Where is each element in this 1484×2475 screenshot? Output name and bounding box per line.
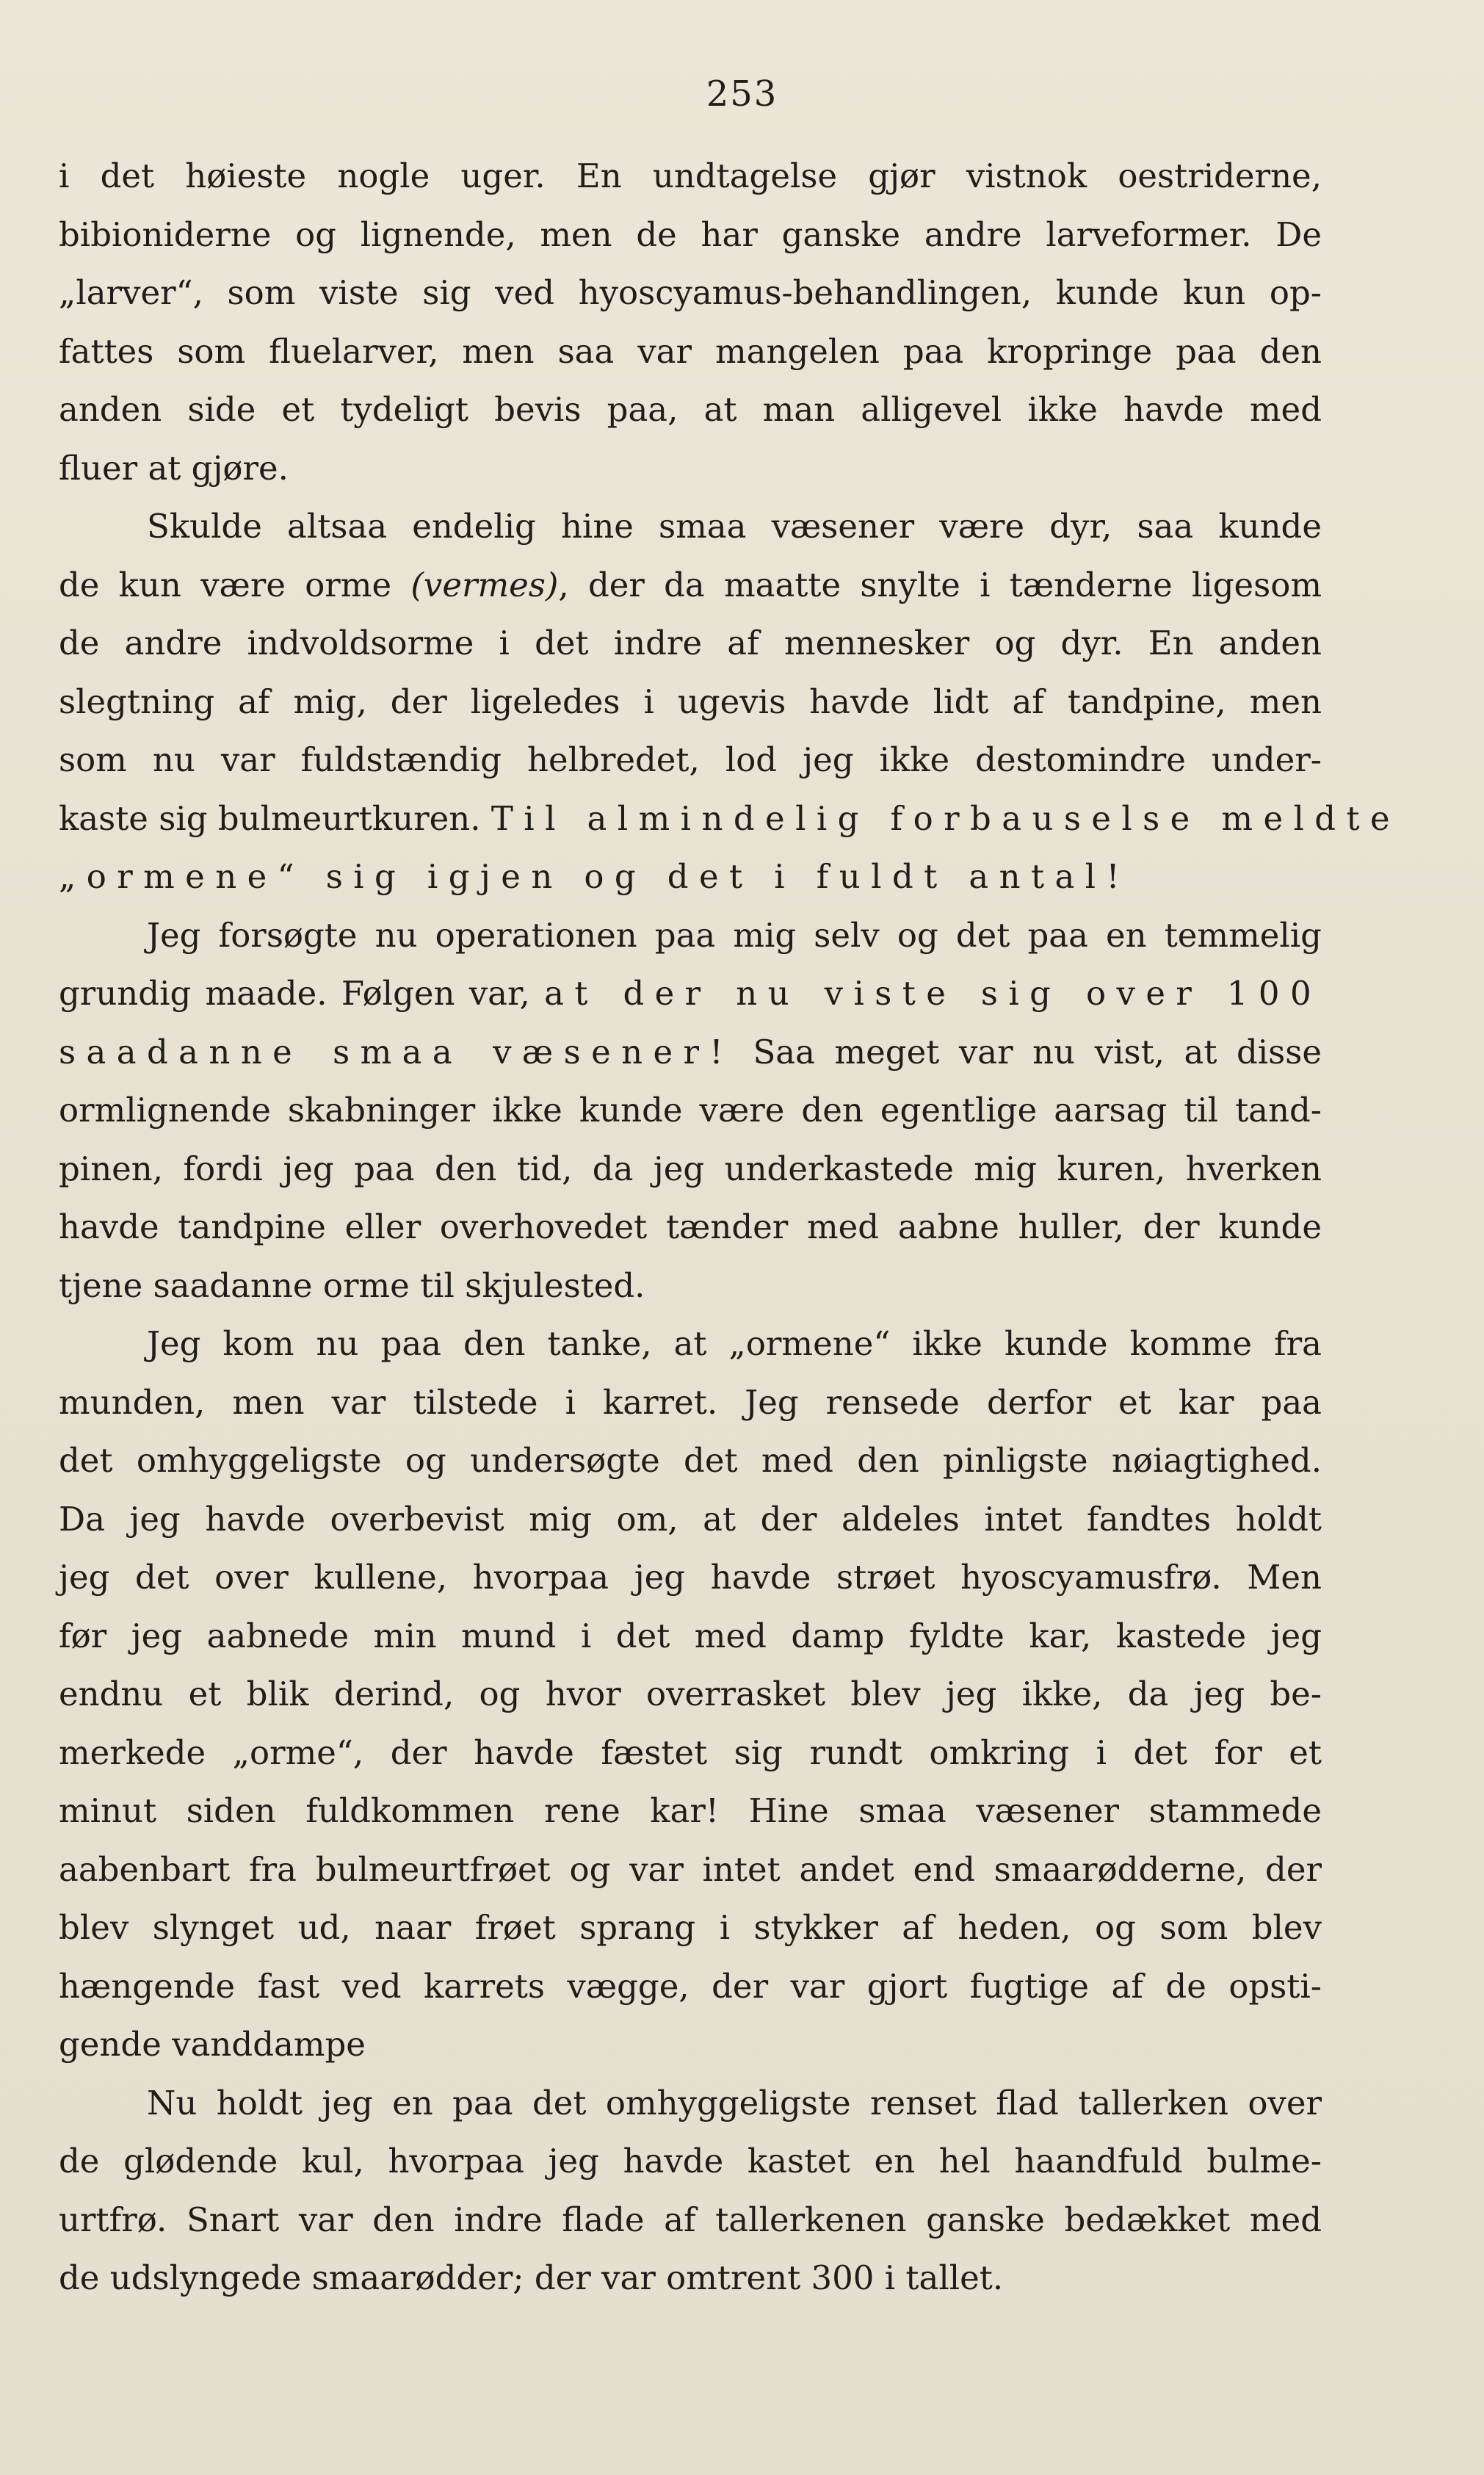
text-line: bibioniderne og lignende, men de har ganske andre larveformer. De xyxy=(59,214,1322,254)
italic-term: (vermes) xyxy=(410,565,559,604)
text-line xyxy=(59,790,1400,848)
text-line: hængende fast ved karrets vægge, der var gjort fugtige af de opsti- xyxy=(59,1966,1322,2006)
text-line: de glødende kul, hvorpaa jeg havde kastet en hel haandfuld bulme- xyxy=(59,2142,1322,2180)
text-line: urtfrø. Snart var den indre flade af tallerkenen ganske bedækket med xyxy=(59,2200,1322,2239)
text-line: fattes som fluelarver, men saa var mangelen paa kropringe paa den xyxy=(59,331,1322,371)
text-segment: grundig maade. Følgen var, xyxy=(59,974,545,1013)
text-line: ormlignende skabninger ikke kunde være den egentlige aarsag til tand- xyxy=(59,1091,1322,1130)
text-line: jeg det over kullene, hvorpaa jeg havde strøet hyoscyamusfrø. Men xyxy=(59,1558,1322,1597)
text-segment: Saa meget var nu vist, at disse xyxy=(733,1032,1322,1072)
text-line: blev slynget ud, naar frøet sprang i stykker af heden, og som blev xyxy=(59,1908,1322,1947)
emphasized-text: at der nu viste sig over 100 xyxy=(544,974,1322,1013)
text-line xyxy=(59,1023,1322,1082)
body-text xyxy=(59,147,1400,2308)
text-line: pinen, fordi jeg paa den tid, da jeg underkastede mig kuren, hverken xyxy=(59,1149,1322,1188)
text-line: de udslyngede smaarødder; der var omtrent 300 i tallet. xyxy=(59,2258,1004,2297)
text-line xyxy=(59,848,1322,906)
text-line: minut siden fuldkommen rene kar! Hine smaa væsener stammede xyxy=(59,1791,1322,1830)
text-line: munden, men var tilstede i karret. Jeg rensede derfor et kar paa xyxy=(59,1382,1322,1422)
text-line: Skulde altsaa endelig hine smaa væsener være dyr, saa kunde xyxy=(147,507,1322,546)
text-segment: kaste sig bulmeurtkuren. xyxy=(59,798,491,838)
emphasized-text: Til almindelig forbauselse meldte xyxy=(491,798,1400,838)
emphasized-text: saadanne smaa væsener! xyxy=(59,1032,734,1072)
text-line: anden side et tydeligt bevis paa, at man alligevel ikke havde med xyxy=(59,390,1322,429)
text-line: de andre indvoldsorme i det indre af mennesker og dyr. En anden xyxy=(59,624,1322,662)
emphasized-text: „ormene“ sig igjen og det i fuldt antal! xyxy=(59,857,1130,896)
text-line: Jeg kom nu paa den tanke, at „ormene“ ikke kunde komme fra xyxy=(147,1324,1322,1363)
text-line: tjene saadanne orme til skjulested. xyxy=(59,1265,645,1305)
text-segment: de kun være orme xyxy=(59,565,411,604)
text-line: Da jeg havde overbevist mig om, at der aldeles intet fandtes holdt xyxy=(59,1499,1322,1539)
text-line: det omhyggeligste og undersøgte det med den pinligste nøiagtighed. xyxy=(59,1441,1322,1480)
text-line: slegtning af mig, der ligeledes i ugevis havde lidt af tandpine, men xyxy=(59,682,1322,721)
text-line: som nu var fuldstændig helbredet, lod jeg ikke destomindre under- xyxy=(59,740,1322,779)
text-line: endnu et blik derind, og hvor overrasket blev jeg ikke, da jeg be- xyxy=(59,1674,1322,1713)
text-line: havde tandpine eller overhovedet tænder med aabne huller, der kunde xyxy=(59,1207,1322,1246)
text-line: merkede „orme“, der havde fæstet sig rundt omkring i det for et xyxy=(59,1732,1322,1772)
text-line: „larver“, som viste sig ved hyoscyamus-behandlingen, kunde kun op- xyxy=(59,273,1322,312)
text-line: gende vanddampe xyxy=(59,2025,366,2064)
page-number: 253 xyxy=(706,73,778,115)
text-line xyxy=(59,556,1322,615)
text-line: Nu holdt jeg en paa det omhyggeligste renset flad tallerken over xyxy=(147,2083,1322,2122)
text-line: i det høieste nogle uger. En undtagelse gjør vistnok oestriderne, xyxy=(59,156,1322,195)
text-line xyxy=(59,964,1322,1023)
text-line: før jeg aabnede min mund i det med damp fyldte kar, kastede jeg xyxy=(59,1616,1322,1655)
text-segment: , der da maatte snylte i tænderne ligesom xyxy=(558,565,1322,604)
text-line: Jeg forsøgte nu operationen paa mig selv og det paa en temmelig xyxy=(147,915,1322,955)
text-line: fluer at gjøre. xyxy=(59,448,289,488)
text-line: aabenbart fra bulmeurtfrøet og var intet andet end smaarødderne, der xyxy=(59,1849,1322,1889)
